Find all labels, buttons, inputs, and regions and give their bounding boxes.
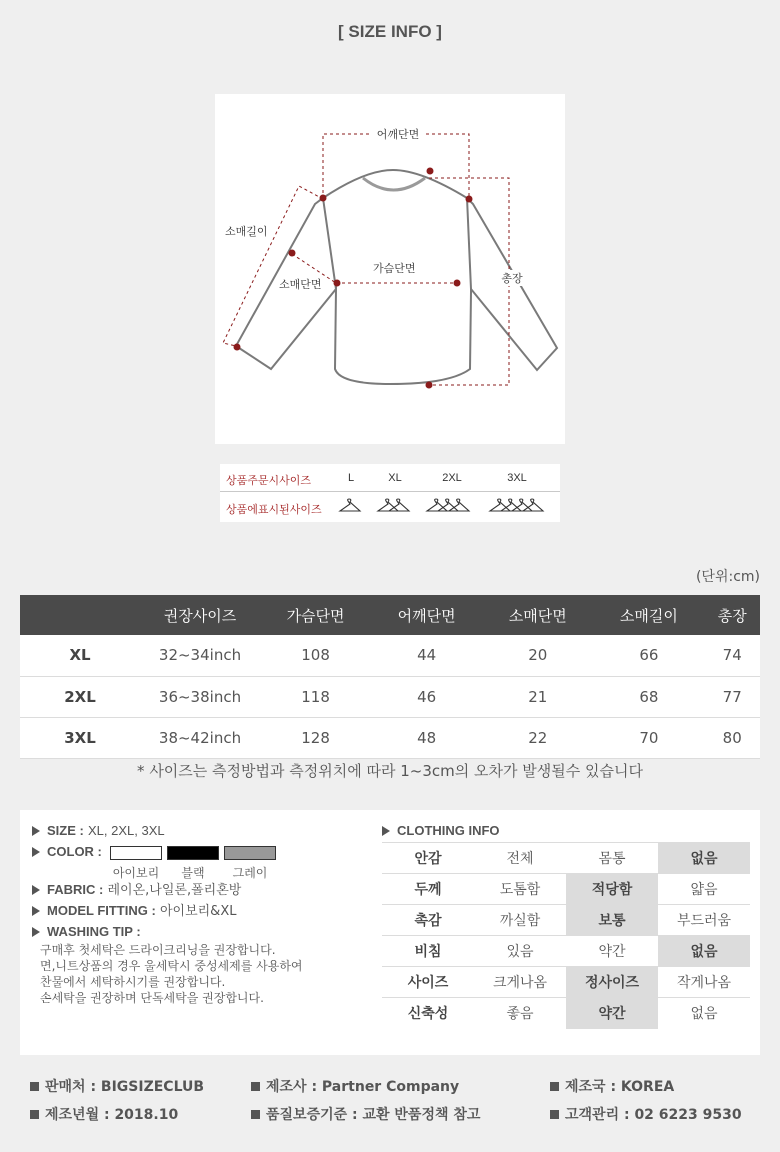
- clothing-info-option: 약간: [566, 998, 658, 1029]
- hanger-icon: [378, 499, 398, 511]
- clothing-info-option: 없음: [658, 936, 750, 967]
- washing-line: 면,니트상품의 경우 울세탁시 중성세제를 사용하여: [40, 959, 303, 973]
- clothing-info-table: [382, 842, 750, 1029]
- size-cell: XL: [20, 635, 140, 676]
- order-size-label: 상품주문시사이즈: [226, 474, 312, 487]
- swatch-ivory-label: 아이보리: [112, 866, 160, 880]
- arrow-icon: [32, 927, 40, 937]
- clothing-info-option: 까실함: [474, 905, 566, 936]
- swatch-ivory: [110, 846, 162, 860]
- header-chest: 가슴단면: [260, 595, 371, 635]
- chest-cell: 128: [260, 717, 371, 758]
- header-recommended: 권장사이즈: [140, 595, 260, 635]
- chest-cell: 118: [260, 676, 371, 717]
- sleeve-length-cell: 66: [593, 635, 704, 676]
- spec-color: [32, 841, 382, 879]
- sweater-illustration: [215, 94, 565, 444]
- order-size-row: [220, 464, 560, 492]
- header-blank: [20, 595, 140, 635]
- footer-country-text: 제조국 : KOREA: [565, 1079, 675, 1095]
- spec-model-fitting: [32, 900, 382, 921]
- clothing-info-option: 작게나옴: [658, 967, 750, 998]
- table-row: [20, 717, 760, 758]
- spec-fabric-value: 레이온,나일론,폴리혼방: [107, 883, 242, 898]
- measurement-note: * 사이즈는 측정방법과 측정위치에 따라 1~3cm의 오차가 발생될수 있습니다: [137, 762, 643, 780]
- shoulder-cell: 46: [371, 676, 482, 717]
- swatch-gray-label: 그레이: [232, 866, 268, 880]
- spec-size-key: SIZE :: [47, 823, 84, 838]
- total-length-cell: 74: [704, 635, 760, 676]
- washing-line: 손세탁을 권장하며 단독세탁을 권장합니다.: [40, 991, 264, 1005]
- size-l: L: [347, 472, 355, 484]
- sleeve-length-cell: 70: [593, 717, 704, 758]
- hanger-icon-3xl: [488, 498, 552, 516]
- spec-washing-key: WASHING TIP :: [47, 924, 141, 939]
- size-mapping-table: [220, 464, 560, 522]
- clothing-info-option: 좋음: [474, 998, 566, 1029]
- clothing-info-option: 정사이즈: [566, 967, 658, 998]
- spec-fabric-key: FABRIC :: [47, 882, 104, 897]
- clothing-info-panel: [382, 820, 750, 1029]
- label-sleeve-width: 소매단면: [279, 278, 322, 291]
- arrow-icon: [32, 885, 40, 895]
- clothing-info-row: [382, 843, 750, 874]
- footer-warranty: [251, 1104, 480, 1124]
- hanger-icon: [340, 499, 360, 511]
- spec-color-key: COLOR :: [47, 844, 102, 859]
- arrow-icon: [382, 826, 390, 836]
- sleeve-width-cell: 21: [482, 676, 593, 717]
- swatch-gray: [224, 846, 276, 860]
- square-bullet-icon: [550, 1082, 559, 1091]
- footer-warranty-text: 품질보증기준 : 교환 반품정책 참고: [266, 1107, 481, 1123]
- clothing-info-option: 크게나옴: [474, 967, 566, 998]
- clothing-info-option: 부드러움: [658, 905, 750, 936]
- square-bullet-icon: [550, 1110, 559, 1119]
- clothing-info-option: 전체: [474, 843, 566, 874]
- footer-country: [550, 1076, 674, 1096]
- arrow-icon: [32, 847, 40, 857]
- clothing-info-row: [382, 936, 750, 967]
- spec-size: [32, 820, 382, 841]
- sleeve-width-cell: 20: [482, 635, 593, 676]
- footer-cs: [550, 1104, 742, 1124]
- clothing-info-option: 있음: [474, 936, 566, 967]
- clothing-info-option: 없음: [658, 843, 750, 874]
- clothing-info-label: 안감: [382, 843, 474, 874]
- spec-model-key: MODEL FITTING :: [47, 903, 156, 918]
- label-total-length: 총장: [501, 272, 523, 285]
- product-spec-list: [32, 820, 382, 1006]
- sleeve-length-cell: 68: [593, 676, 704, 717]
- clothing-info-label: 두께: [382, 874, 474, 905]
- swatch-black: [167, 846, 219, 860]
- washing-line: 찬물에서 세탁하시기를 권장합니다.: [40, 975, 226, 989]
- clothing-info-row: [382, 998, 750, 1029]
- hanger-icon-l: [338, 498, 364, 516]
- hanger-icon-xl: [376, 498, 414, 516]
- clothing-info-row: [382, 905, 750, 936]
- total-length-cell: 80: [704, 717, 760, 758]
- square-bullet-icon: [251, 1110, 260, 1119]
- clothing-info-label: 사이즈: [382, 967, 474, 998]
- clothing-info-option: 적당함: [566, 874, 658, 905]
- total-length-cell: 77: [704, 676, 760, 717]
- garment-measurement-diagram: [215, 94, 565, 444]
- clothing-info-header: [382, 820, 750, 842]
- size-2xl: 2XL: [442, 472, 462, 484]
- size-xl: XL: [388, 472, 402, 484]
- swatch-black-label: 블랙: [181, 866, 205, 880]
- clothing-info-option: 얇음: [658, 874, 750, 905]
- footer-maker-text: 제조사 : Partner Company: [266, 1079, 460, 1095]
- clothing-info-option: 보통: [566, 905, 658, 936]
- recommended-cell: 32~34inch: [140, 635, 260, 676]
- square-bullet-icon: [30, 1082, 39, 1091]
- clothing-info-option: 도톰함: [474, 874, 566, 905]
- label-shoulder: 어깨단면: [376, 128, 420, 141]
- measurement-header-row: [20, 595, 760, 635]
- shoulder-cell: 44: [371, 635, 482, 676]
- recommended-cell: 36~38inch: [140, 676, 260, 717]
- hanger-icon: [427, 499, 447, 511]
- footer-date-text: 제조년월 : 2018.10: [45, 1107, 179, 1123]
- spec-size-value: XL, 2XL, 3XL: [87, 823, 165, 838]
- recommended-cell: 38~42inch: [140, 717, 260, 758]
- clothing-info-label: 비침: [382, 936, 474, 967]
- size-cell: 2XL: [20, 676, 140, 717]
- clothing-info-option: 약간: [566, 936, 658, 967]
- header-sleeve-width: 소매단면: [482, 595, 593, 635]
- size-cell: 3XL: [20, 717, 140, 758]
- table-row: [20, 635, 760, 676]
- sleeve-width-cell: 22: [482, 717, 593, 758]
- arrow-icon: [32, 906, 40, 916]
- label-chest: 가슴단면: [373, 262, 416, 275]
- chest-cell: 108: [260, 635, 371, 676]
- header-shoulder: 어깨단면: [371, 595, 482, 635]
- footer-maker: [251, 1076, 459, 1096]
- spec-washing: [32, 921, 382, 942]
- footer-seller-text: 판매처 : BIGSIZECLUB: [45, 1079, 205, 1095]
- clothing-info-row: [382, 967, 750, 998]
- clothing-info-option: 몸통: [566, 843, 658, 874]
- arrow-icon: [32, 826, 40, 836]
- display-size-row: [220, 493, 560, 521]
- product-info-box: [20, 810, 760, 1055]
- table-row: [20, 676, 760, 717]
- hanger-icon-2xl: [425, 498, 477, 516]
- square-bullet-icon: [251, 1082, 260, 1091]
- footer-cs-text: 고객관리 : 02 6223 9530: [565, 1107, 742, 1123]
- measurement-table: [20, 595, 760, 759]
- size-3xl: 3XL: [507, 472, 527, 484]
- washing-tip-text: [40, 942, 382, 1006]
- spec-fabric: [32, 879, 382, 900]
- unit-label: (단위:cm): [695, 569, 760, 585]
- spec-model-value: 아이보리&XL: [159, 904, 237, 919]
- display-size-label: 상품에표시된사이즈: [226, 503, 322, 516]
- square-bullet-icon: [30, 1110, 39, 1119]
- page-title: [ SIZE INFO ]: [338, 22, 442, 41]
- header-total-length: 총장: [704, 595, 760, 635]
- header-sleeve-length: 소매길이: [593, 595, 704, 635]
- footer-seller: [30, 1076, 204, 1096]
- clothing-info-option: 없음: [658, 998, 750, 1029]
- clothing-info-label: 촉감: [382, 905, 474, 936]
- footer-date: [30, 1104, 178, 1124]
- clothing-info-row: [382, 874, 750, 905]
- washing-line: 구매후 첫세탁은 드라이크리닝을 권장합니다.: [40, 943, 276, 957]
- clothing-info-label: 신축성: [382, 998, 474, 1029]
- hanger-icon: [490, 499, 510, 511]
- shoulder-cell: 48: [371, 717, 482, 758]
- clothing-info-title: CLOTHING INFO: [397, 823, 500, 838]
- label-sleeve-length: 소매길이: [225, 225, 268, 238]
